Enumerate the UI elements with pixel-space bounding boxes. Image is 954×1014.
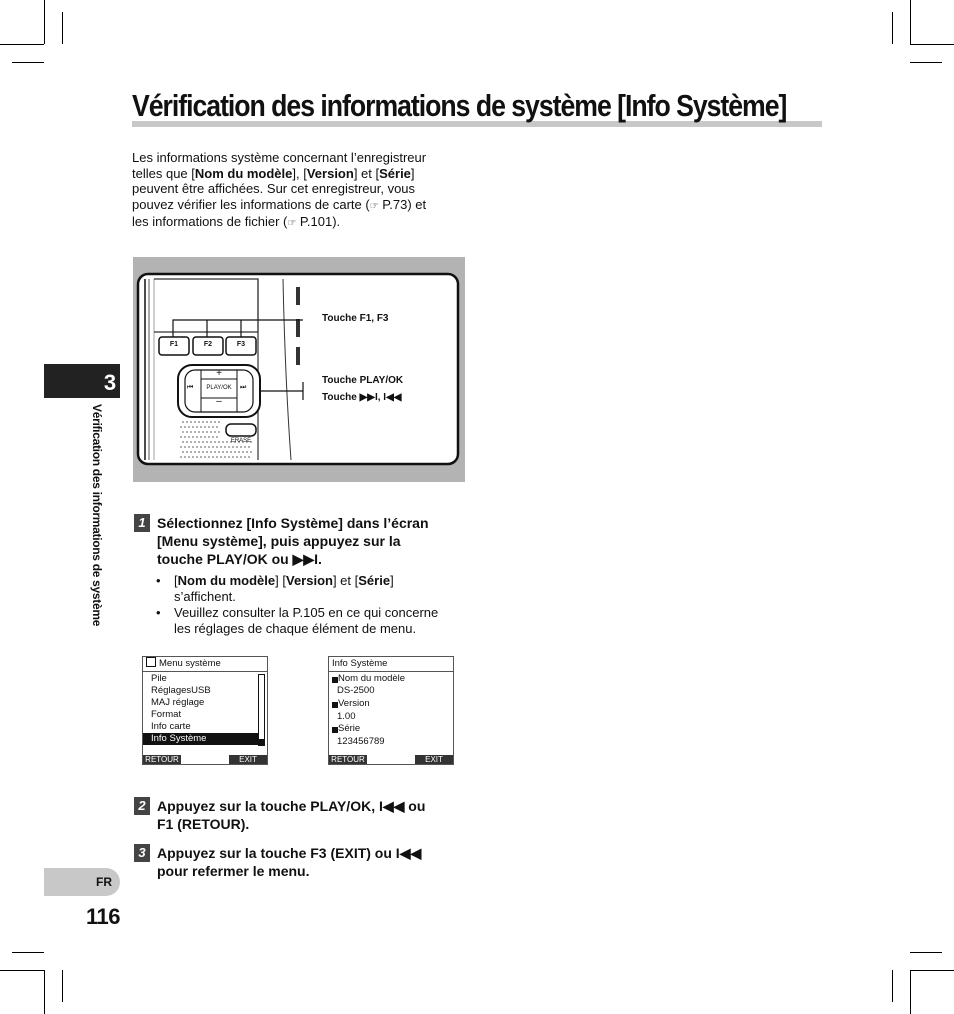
crop-mark [910, 44, 954, 45]
step-line: Sélectionnez [Info Système] dans l’écran [157, 515, 429, 531]
info-value: 123456789 [337, 736, 385, 747]
list-item: • [Nom du modèle] [Version] et [Série] s’affichent. [156, 573, 394, 604]
button-f1: F1 [169, 341, 179, 348]
menu-item: Info carte [151, 721, 191, 732]
step-line: F1 (RETOUR). [157, 816, 250, 832]
step-text [157, 844, 467, 880]
chapter-vertical-title [86, 404, 106, 666]
crop-mark [0, 44, 44, 45]
step-number: 1 [134, 514, 150, 532]
crop-mark [62, 12, 63, 44]
menu-item: Pile [151, 673, 167, 684]
crop-mark [12, 952, 44, 953]
erase-label: ERASE [230, 438, 252, 444]
crop-mark [910, 62, 942, 63]
crop-mark [0, 970, 44, 971]
info-system-screen [328, 656, 454, 765]
screen-header: Info Système [329, 657, 453, 672]
info-value: DS-2500 [337, 685, 375, 696]
step-number: 2 [134, 797, 150, 815]
intro-line: telles que [Nom du modèle], [Version] et [Série] [132, 165, 415, 181]
menu-item: MAJ réglage [151, 697, 205, 708]
fast-forward-icon: ⏭ [240, 384, 247, 391]
callout-f1-f3: Touche F1, F3 [322, 313, 389, 324]
chapter-vertical-text: Vérification des informations de système [90, 404, 104, 627]
language-tab [44, 868, 120, 896]
step-line: [Menu système], puis appuyez sur la [157, 533, 401, 549]
chapter-number: 3 [103, 370, 117, 395]
screen-footer [329, 755, 453, 764]
crop-mark [12, 62, 44, 63]
language-label: FR [96, 875, 112, 889]
exit-key: EXIT [415, 755, 453, 764]
device-illustration [133, 257, 465, 482]
button-f2: F2 [203, 341, 213, 348]
step-line: Appuyez sur la touche PLAY/OK, I◀◀ ou [157, 798, 426, 814]
retour-key: RETOUR [329, 755, 367, 764]
intro-line: Les informations système concernant l’enregistreur [132, 150, 427, 165]
crop-mark [44, 0, 45, 44]
menu-item-selected: Info Système [143, 733, 258, 745]
crop-mark [910, 970, 911, 1014]
retour-key: RETOUR [143, 755, 181, 764]
crop-mark [910, 0, 911, 44]
menu-item: Format [151, 709, 182, 720]
crop-mark [62, 970, 63, 1002]
menu-system-screen [142, 656, 268, 765]
button-f3: F3 [236, 341, 246, 348]
page-title-text: Vérification des informations de système [Info Système] [132, 88, 787, 123]
step-line: Appuyez sur la touche F3 (EXIT) ou I◀◀ [157, 845, 422, 861]
step-text [157, 797, 467, 833]
scrollbar [258, 674, 265, 746]
callout-playok: Touche PLAY/OK [322, 375, 404, 386]
crop-mark [892, 12, 893, 44]
intro-line: les informations de fichier (☞ P.101). [132, 214, 341, 230]
intro-line: peuvent être affichées. Sur cet enregistreur, vous [132, 181, 416, 197]
reference-hand-icon: ☞ [369, 200, 379, 212]
intro-line: pouvez vérifier les informations de carte (☞ P.73) et [132, 196, 427, 212]
crop-mark [910, 952, 942, 953]
step-number: 3 [134, 844, 150, 862]
device-drawing [133, 257, 465, 482]
bullet-list [156, 573, 466, 637]
info-value: 1.00 [337, 711, 356, 722]
plus-label: + [216, 368, 222, 379]
step-line: pour refermer le menu. [157, 863, 310, 879]
rewind-icon: ⏮ [187, 384, 194, 391]
exit-key: EXIT [229, 755, 267, 764]
menu-item: RéglagesUSB [151, 685, 211, 696]
reference-hand-icon: ☞ [287, 218, 297, 230]
info-label: Série [338, 723, 361, 734]
screen-footer [143, 755, 267, 764]
intro-paragraph [132, 150, 464, 232]
page-number: 116 [86, 904, 120, 929]
page-title [132, 88, 822, 128]
callout-skip-keys: Touche ▶▶I, I◀◀ [322, 392, 402, 403]
step-line: touche PLAY/OK ou ▶▶I. [157, 551, 322, 567]
chapter-tab [44, 364, 120, 398]
crop-mark [892, 970, 893, 1002]
menu-icon [146, 657, 156, 667]
info-label: Version [338, 698, 370, 709]
crop-mark [44, 970, 45, 1014]
step-text [157, 514, 467, 568]
list-item: • Veuillez consulter la P.105 en ce qui concerne les réglages de chaque élément de menu. [156, 605, 439, 636]
minus-label: – [216, 396, 222, 407]
playok-button: PLAY/OK [206, 385, 232, 391]
info-label: Nom du modèle [338, 673, 406, 684]
crop-mark [910, 970, 954, 971]
screen-header: Menu système [143, 657, 267, 672]
